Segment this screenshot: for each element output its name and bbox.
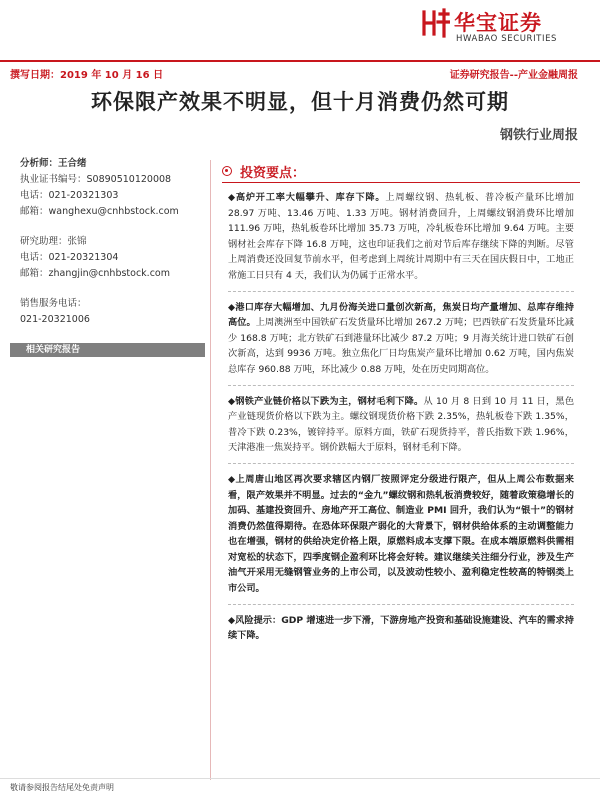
assistant-email[interactable]: 邮箱：zhangjin@cnhbstock.com — [20, 268, 170, 279]
bullet-head: ◆风险提示： — [228, 614, 282, 626]
analyst-phone: 电话：021-20321303 — [20, 190, 119, 201]
highlights-rule — [222, 182, 580, 183]
logo-cn-text: 华宝证券 — [454, 11, 542, 35]
bullet-risk — [228, 613, 574, 644]
bullet-text: 上周螺纹钢、热轧板、普冷板产量环比增加 28.97 万吨、13.46 万吨、1.33 万吨。钢材消费回升，上周螺纹钢消费环比增加 111.96 万吨，热轧板卷环比增加 35.73 万吨，冷轧板卷环比增加 9.64 万吨。主要钢材社会库存下降 16.8 万吨，这也印证我们之前对节后库存继续下降的判断。尽管上周消费还没回复节前水平，但考虑到上周统计周期中有三天在国庆假日中，工地正常施工日只有 4 天，我们认为仍属于正常水平。 — [228, 192, 574, 281]
bullet-divider — [228, 385, 574, 386]
contact-sidebar — [20, 156, 200, 328]
footer-rule — [0, 778, 600, 779]
related-reports-bar: 相关研究报告 — [10, 343, 205, 357]
page-title: 环保限产效果不明显，但十月消费仍然可期 — [91, 89, 509, 114]
sales-label: 销售服务电话： — [20, 298, 87, 309]
bullet-text: 上周澳洲至中国铁矿石发货量环比增加 267.2 万吨；巴西铁矿石发货量环比减少 168.8 万吨；北方铁矿石到港量环比减少 87.2 万吨；9 月海关统计进口铁矿石创次新高，达到 9936 万吨。独立焦化厂日均焦炭产量环比增加 0.62 万吨，国内焦炭总库存 960.88 万吨，环比减少 0.88 万吨，处在历史同期高位。 — [228, 317, 574, 375]
analyst-email[interactable]: 邮箱：wanghexu@cnhbstock.com — [20, 206, 179, 217]
highlights-header — [222, 162, 582, 180]
assistant-phone: 电话：021-20321304 — [20, 252, 119, 263]
report-type: 证券研究报告--产业金融周报 — [449, 70, 578, 81]
target-icon — [222, 166, 232, 176]
logo-en-text: HWABAO SECURITIES — [456, 34, 558, 44]
bullet-prices — [228, 394, 574, 456]
bullet-outlook — [228, 472, 574, 597]
bullet-port-inventory — [228, 300, 574, 378]
sales-phone: 021-20321006 — [20, 314, 90, 325]
bullet-divider — [228, 604, 574, 605]
bullet-blast-furnace — [228, 190, 574, 284]
bullet-head: ◆港口库存大幅增加、九月份海关进口量创次新高，焦炭日均产量增加、总库存维持高位。 — [228, 301, 574, 329]
assistant-name: 研究助理：张锦 — [20, 236, 87, 247]
bullet-strong-text: ◆上周唐山地区再次要求辖区内钢厂按照评定分级进行限产，但从上周公布数据来看，限产效果并不明显。过去的“金九”螺纹钢和热轧板消费较好，随着政策稳增长的加码、基建投资回升、房地产开工高位、制造业 PMI 回升，我们认为“银十”的钢材消费仍然值得期待。在恐体环保限产弱化的大背景下，钢材供给体系的主动调整能力也在增强，钢材的供给决定价格上限，原燃料成本支撑下限。在成本端原燃料供需相对宽松的状态下，四季度钢企盈利环比将会好转。建议继续关注细分行业，涉及生产油气开采用无缝钢管业务的上市公司，以及波动性较小、盈利稳定性较高的特钢类上市公司。 — [228, 473, 574, 595]
analyst-license: 执业证书编号：S0890510120008 — [20, 174, 172, 185]
header-rule — [0, 60, 600, 62]
date-line: 撰写日期：2019 年 10 月 16 日 — [10, 70, 164, 81]
highlights-list — [228, 190, 574, 644]
bullet-head: ◆高炉开工率大幅攀升、库存下降。 — [228, 192, 386, 203]
bullet-text: 从 10 月 8 日到 10 月 11 日，黑色产业链现货价格以下跌为主。螺纹钢现货价格下跌 2.35%，热轧板卷下跌 1.35%，普冷下跌 0.23%，镀锌持平。原料方面，铁矿石现货持平，普氏指数下跌 1.96%，天津港准一焦炭持平。钢价跌幅大于原料，钢材毛利下降。 — [228, 395, 575, 454]
page-subtitle: 钢铁行业周报 — [499, 128, 578, 143]
company-logo — [420, 6, 560, 46]
bullet-divider — [228, 463, 574, 464]
bullet-text: GDP 增速进一步下滑，下游房地产投资和基础设施建设、汽车的需求持续下降。 — [228, 614, 574, 642]
highlights-title: 投资要点： — [240, 166, 306, 181]
hwabao-logo-mark-icon — [420, 8, 450, 38]
analyst-name: 分析师：王合绪 — [20, 158, 87, 169]
footer-disclaimer: 敬请参阅报告结尾处免责声明 — [10, 783, 114, 792]
column-divider — [210, 160, 211, 780]
bullet-divider — [228, 291, 574, 292]
bullet-head: ◆钢铁产业链价格以下跌为主，钢材毛利下降。 — [228, 395, 424, 407]
